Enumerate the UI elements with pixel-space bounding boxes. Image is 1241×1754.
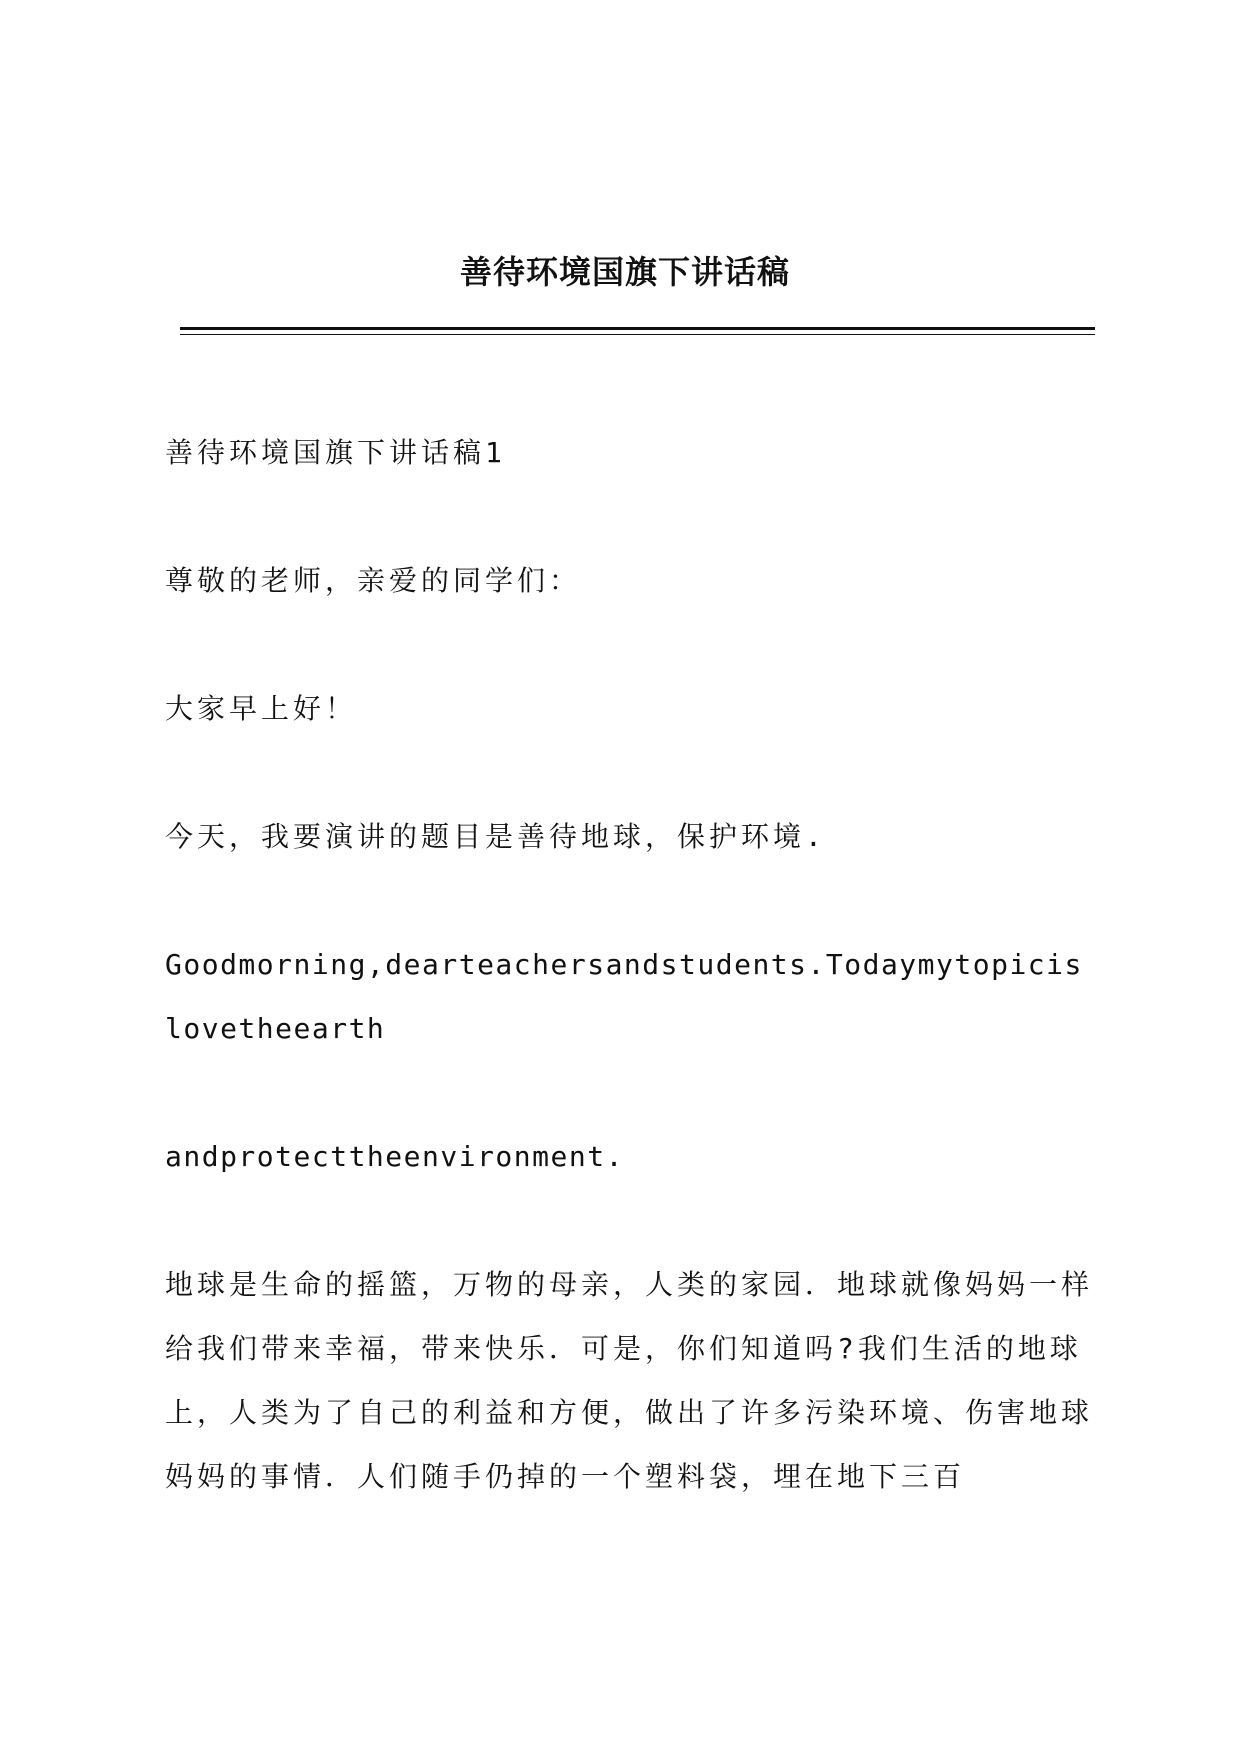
- document-body: [165, 421, 1095, 1509]
- english-paragraph-2: andprotecttheenvironment.: [165, 1140, 624, 1173]
- body-paragraph: 地球是生命的摇篮，万物的母亲，人类的家园．地球就像妈妈一样给我们带来幸福，带来快乐．可是，你们知道吗?我们生活的地球上，人类为了自己的利益和方便，做出了许多污染环境、伤害地球妈妈的事情．人们随手仍掉的一个塑料袋，埋在地下三百: [165, 1268, 1094, 1493]
- title-underline-thick: [180, 327, 1095, 330]
- english-paragraph-1: Goodmorning,dearteachersandstudents.Todaymytopicislovetheearth: [165, 948, 1083, 1045]
- greeting: 大家早上好！: [165, 692, 358, 725]
- title-underline-thin: [180, 334, 1095, 335]
- salutation: 尊敬的老师，亲爱的同学们：: [165, 564, 582, 597]
- section-heading: 善待环境国旗下讲话稿1: [165, 436, 506, 469]
- topic-paragraph: 今天，我要演讲的题目是善待地球，保护环境.: [165, 820, 826, 853]
- document-title: 善待环境国旗下讲话稿: [459, 253, 790, 291]
